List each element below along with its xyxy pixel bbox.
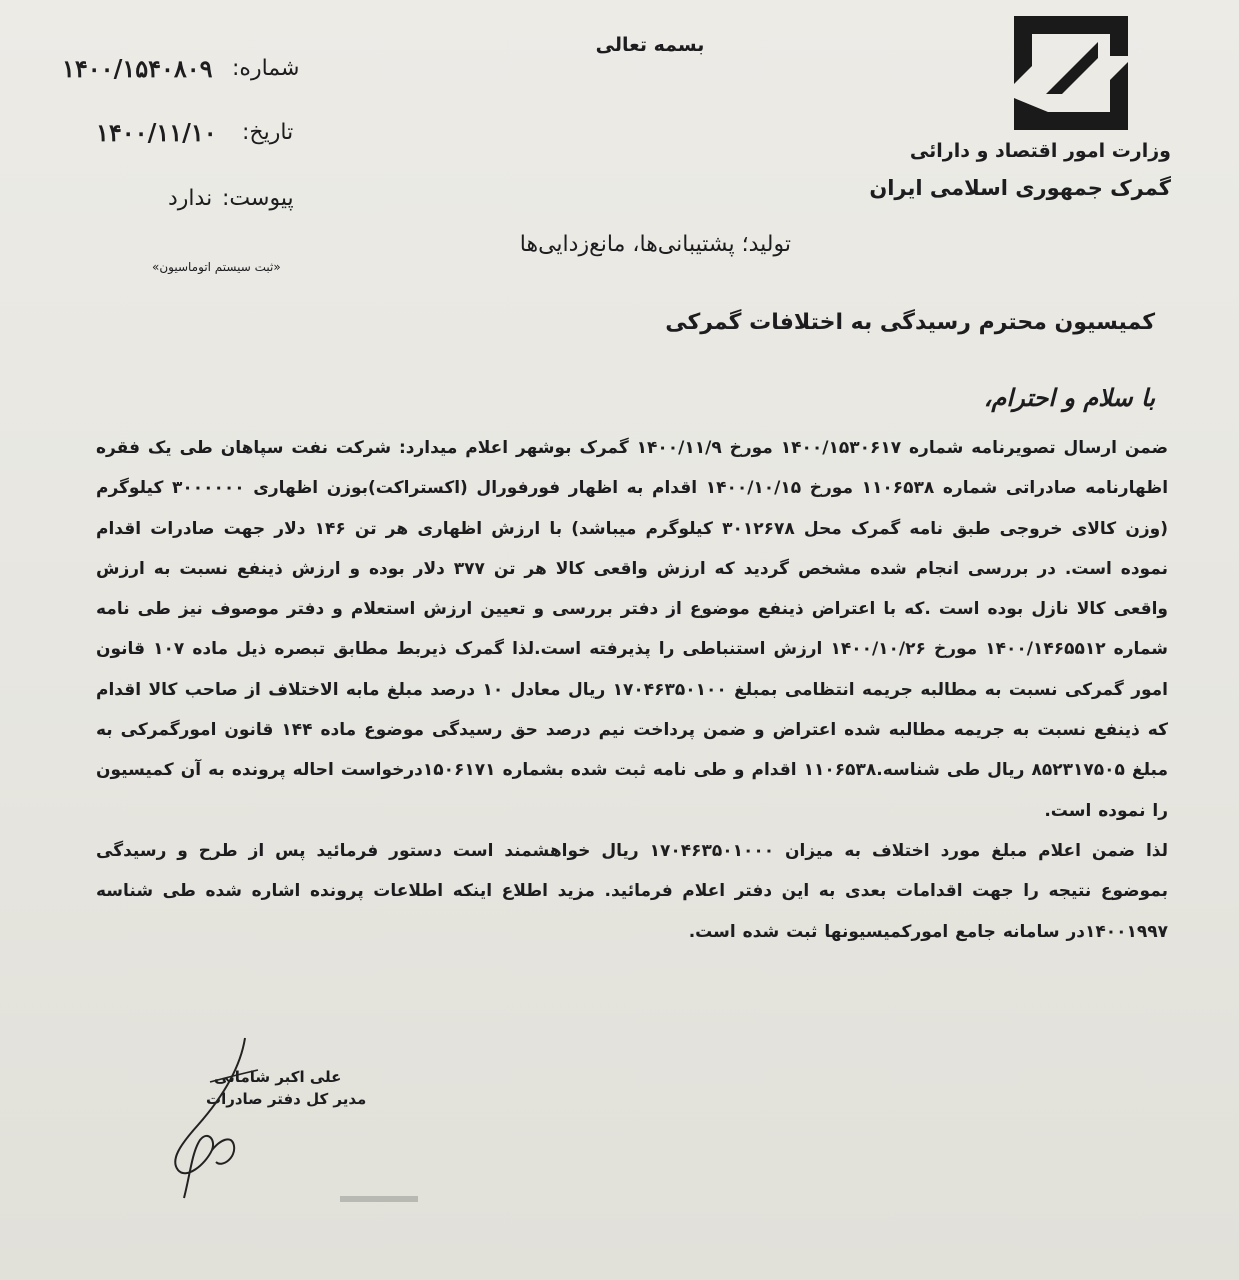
attachment-value: ندارد	[168, 186, 213, 211]
signer-title: مدیر کل دفتر صادرات	[206, 1090, 367, 1108]
date-value: ۱۴۰۰/۱۱/۱۰	[96, 118, 217, 147]
letter-body	[96, 428, 1168, 952]
bottom-divider	[340, 1196, 418, 1202]
year-slogan: تولید؛ پشتیبانی‌ها، مانع‌زدایی‌ها	[519, 232, 791, 257]
customs-logo-icon	[1012, 14, 1130, 132]
addressee: کمیسیون محترم رسیدگی به اختلافات گمرکی	[665, 310, 1155, 335]
ministry-name: وزارت امور اقتصاد و دارائی	[909, 140, 1171, 162]
body-paragraph-2: لذا ضمن اعلام مبلغ مورد اختلاف به میزان ۱۷۰۴۶۳۵۰۱۰۰۰ ریال خواهشمند است دستور فرمائید پس از طرح و رسیدگی بموضوع نتیجه را جهت اقدامات بعدی به این دفتر اعلام فرمائید. مزید اطلاع اینکه اطلاعات پرونده اشاره شده طی شناسه ۱۴۰۰۱۹۹۷در سامانه جامع امورکمیسیونها ثبت شده است.	[96, 840, 1168, 942]
bismillah-heading: بسمه تعالی	[595, 34, 705, 56]
attachment-label: پیوست:	[222, 186, 294, 211]
number-label: شماره:	[232, 56, 300, 81]
date-label: تاریخ:	[242, 120, 294, 145]
signer-name: علی اکبر شامانی	[214, 1068, 342, 1086]
salutation: با سلام و احترام،	[983, 384, 1155, 412]
body-paragraph-1: ضمن ارسال تصویرنامه شماره ۱۴۰۰/۱۵۳۰۶۱۷ مورخ ۱۴۰۰/۱۱/۹ گمرک بوشهر اعلام میدارد: شرکت نفت سپاهان طی یک فقره اظهارنامه صادراتی شماره ۱۱۰۶۵۳۸ مورخ ۱۴۰۰/۱۰/۱۵ اقدام به اظهار فورفورال (اکستراکت)بوزن اظهاری ۳۰۰۰۰۰۰ کیلوگرم (وزن کالای خروجی طبق نامه گمرک محل ۳۰۱۲۶۷۸ کیلوگرم میباشد) با ارزش اظهاری هر تن ۱۴۶ دلار جهت صادرات اقدام نموده است. در بررسی انجام شده مشخص گردید که ارزش واقعی کالا هر تن ۳۷۷ دلار بوده و ارزش ذینفع نسبت به ارزش واقعی کالا نازل بوده است .که با اعتراض ذینفع موضوع از دفتر بررسی و تعیین ارزش استعلام و دفتر موصوف نیز طی نامه شماره ۱۴۰۰/۱۴۶۵۵۱۲ مورخ ۱۴۰۰/۱۰/۲۶ ارزش استنباطی را پذیرفته است.لذا گمرک ذیربط مطابق تبصره ذیل ماده ۱۰۷ قانون امور گمرکی نسبت به مطالبه جریمه انتظامی بمبلغ ۱۷۰۴۶۳۵۰۱۰۰ ریال معادل ۱۰ درصد مبلغ مابه الاختلاف از صاحب کالا اقدام که ذینفع نسبت به جریمه مطالبه شده اعتراض و ضمن پرداخت نیم درصد حق رسیدگی موضوع ماده ۱۴۴ قانون امورگمرکی به مبلغ ۸۵۲۳۱۷۵۰۵ ریال طی شناسه.۱۱۰۶۵۳۸ اقدام و طی نامه ثبت شده بشماره ۱۵۰۶۱۷۱درخواست احاله پرونده به آن کمیسیون را نموده است.	[96, 438, 1169, 821]
automation-note: «ثبت سیستم اتوماسیون»	[152, 260, 281, 274]
customs-name: گمرک جمهوری اسلامی ایران	[869, 176, 1171, 200]
number-value: ۱۴۰۰/۱۵۴۰۸۰۹	[62, 54, 213, 83]
handwritten-signature-icon	[150, 1030, 310, 1210]
